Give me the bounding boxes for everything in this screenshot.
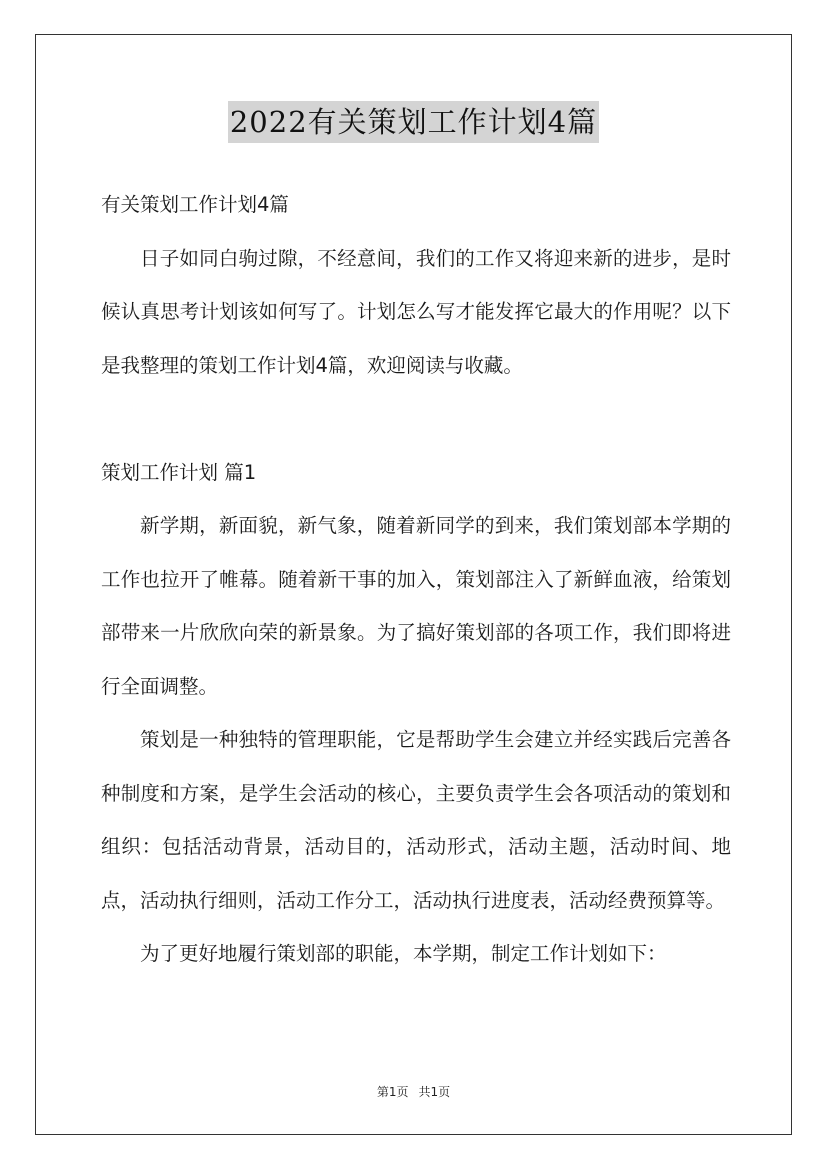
document-title: 2022有关策划工作计划4篇 — [228, 101, 599, 143]
paragraph-spacer — [101, 392, 731, 446]
intro-paragraph: 日子如同白驹过隙，不经意间，我们的工作又将迎来新的进步，是时候认真思考计划该如何写了。计划怎么写才能发挥它最大的作用呢？以下是我整理的策划工作计划4篇，欢迎阅读与收藏。 — [101, 246, 731, 377]
page-total: 共1页 — [418, 1085, 451, 1099]
title-container — [0, 101, 827, 143]
page-number: 第1页 — [376, 1085, 409, 1099]
document-subtitle: 有关策划工作计划4篇 — [101, 193, 289, 216]
page-footer — [0, 1083, 827, 1100]
section-heading: 策划工作计划 篇1 — [101, 460, 257, 484]
body-paragraph: 为了更好地履行策划部的职能，本学期，制定工作计划如下： — [140, 942, 667, 965]
body-paragraph: 策划是一种独特的管理职能，它是帮助学生会建立并经实践后完善各种制度和方案，是学生会活动的核心，主要负责学生会各项活动的策划和组织：包括活动背景，活动目的，活动形式，活动主题，活动时间、地点，活动执行细则，活动工作分工，活动执行进度表，活动经费预算等。 — [101, 728, 731, 912]
body-paragraph: 新学期，新面貌，新气象，随着新同学的到来，我们策划部本学期的工作也拉开了帷幕。随着新干事的加入，策划部注入了新鲜血液，给策划部带来一片欣欣向荣的新景象。为了搞好策划部的各项工作，我们即将进行全面调整。 — [101, 514, 731, 698]
document-body — [101, 178, 731, 981]
